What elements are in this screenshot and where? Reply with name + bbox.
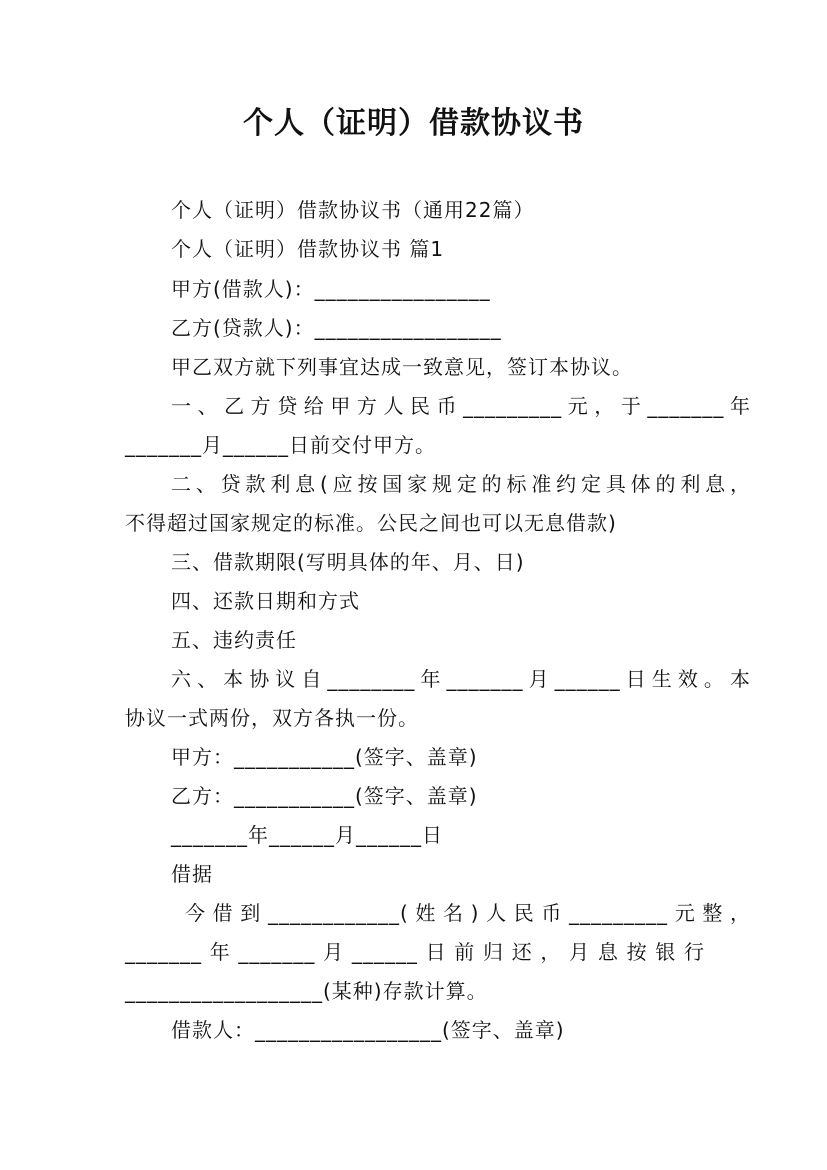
document-subtitle: 个人（证明）借款协议书（通用22篇） [171,198,535,222]
document-title: 个人（证明）借款协议书 [243,106,584,141]
clause-5: 五、违约责任 [171,628,297,652]
signature-date: _______年______月______日 [171,823,443,847]
party-b-signature: 乙方：___________(签字、盖章) [171,784,478,808]
receipt-line-3: __________________(某种)存款计算。 [125,979,488,1003]
party-b-line: 乙方(贷款人)：_________________ [171,316,502,340]
receipt-line-2: _______年_______月______日前归还，月息按银行 [125,940,705,964]
clause-6-line-2: 协议一式两份，双方各执一份。 [125,706,419,730]
party-a-line: 甲方(借款人)：________________ [171,277,491,301]
party-a-signature: 甲方：___________(签字、盖章) [171,745,478,769]
clause-2-line-1: 二、贷款利息(应按国家规定的标准约定具体的利息， [171,472,751,496]
clause-1-line-2: _______月______日前交付甲方。 [125,433,436,457]
clause-1-line-1: 一、乙方贷给甲方人民币_________元，于_______年 [171,394,751,418]
clause-3: 三、借款期限(写明具体的年、月、日) [171,550,525,574]
section-heading: 个人（证明）借款协议书 篇1 [171,237,445,261]
receipt-heading: 借据 [171,862,213,886]
clause-4: 四、还款日期和方式 [171,589,360,613]
clause-2-line-2: 不得超过国家规定的标准。公民之间也可以无息借款) [125,511,617,535]
borrower-signature: 借款人：_________________(签字、盖章) [171,1018,565,1042]
receipt-line-1: 今借到____________(姓名)人民币_________元整， [171,901,751,925]
clause-6-line-1: 六、本协议自________年_______月______日生效。本 [171,667,751,691]
agreement-intro: 甲乙双方就下列事宜达成一致意见，签订本协议。 [171,355,633,379]
